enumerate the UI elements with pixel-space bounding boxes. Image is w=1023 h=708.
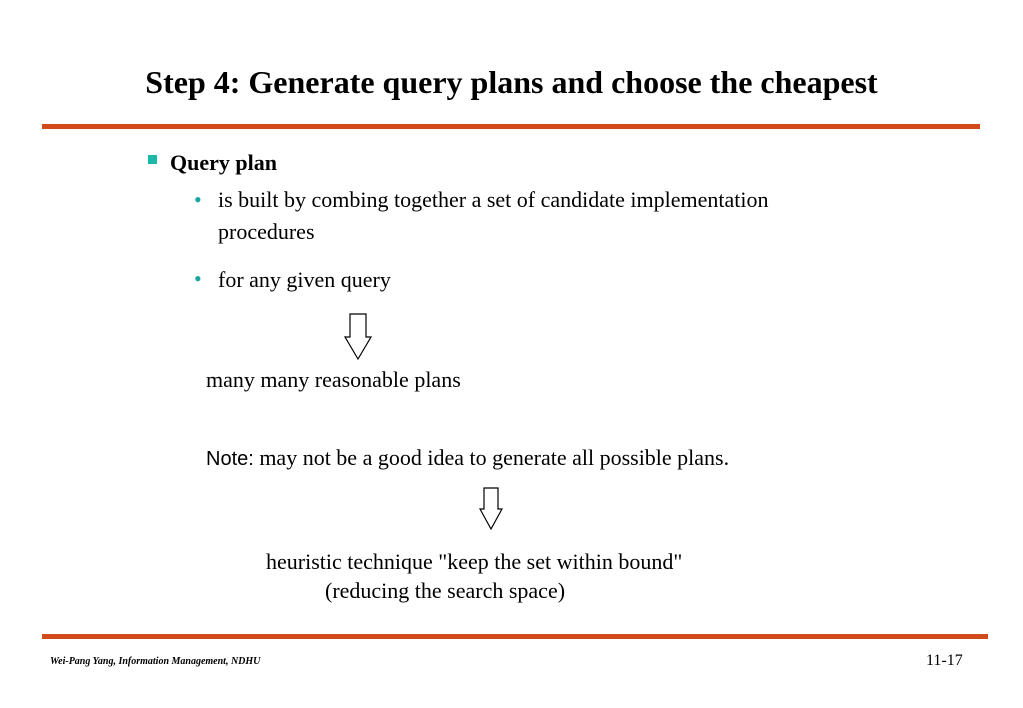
bullet-1-line-2: procedures: [218, 219, 315, 244]
page-number: 11-17: [926, 652, 963, 669]
down-arrow-icon: [479, 487, 503, 531]
note-text: may not be a good idea to generate all possible plans.: [253, 445, 730, 470]
bullet-dot-icon: •: [194, 266, 202, 291]
bullet-2-text: for any given query: [218, 267, 391, 292]
square-bullet-icon: [148, 155, 157, 164]
note-line: [206, 445, 729, 471]
bullet-1-line-1: is built by combing together a set of candidate implementation: [218, 187, 769, 212]
slide-title: Step 4: Generate query plans and choose the cheapest: [145, 64, 878, 100]
note-label: Note:: [206, 448, 254, 470]
section-heading: Query plan: [170, 150, 277, 175]
heuristic-line-2: (reducing the search space): [325, 578, 566, 603]
heuristic-line-1: heuristic technique "keep the set within bound": [266, 549, 683, 574]
down-arrow-icon: [344, 313, 372, 361]
result-text: many many reasonable plans: [206, 367, 461, 392]
footer-divider: [42, 634, 988, 639]
footer-author: Wei-Pang Yang, Information Management, NDHU: [50, 656, 261, 667]
bullet-dot-icon: •: [194, 187, 202, 212]
title-divider: [42, 124, 980, 129]
